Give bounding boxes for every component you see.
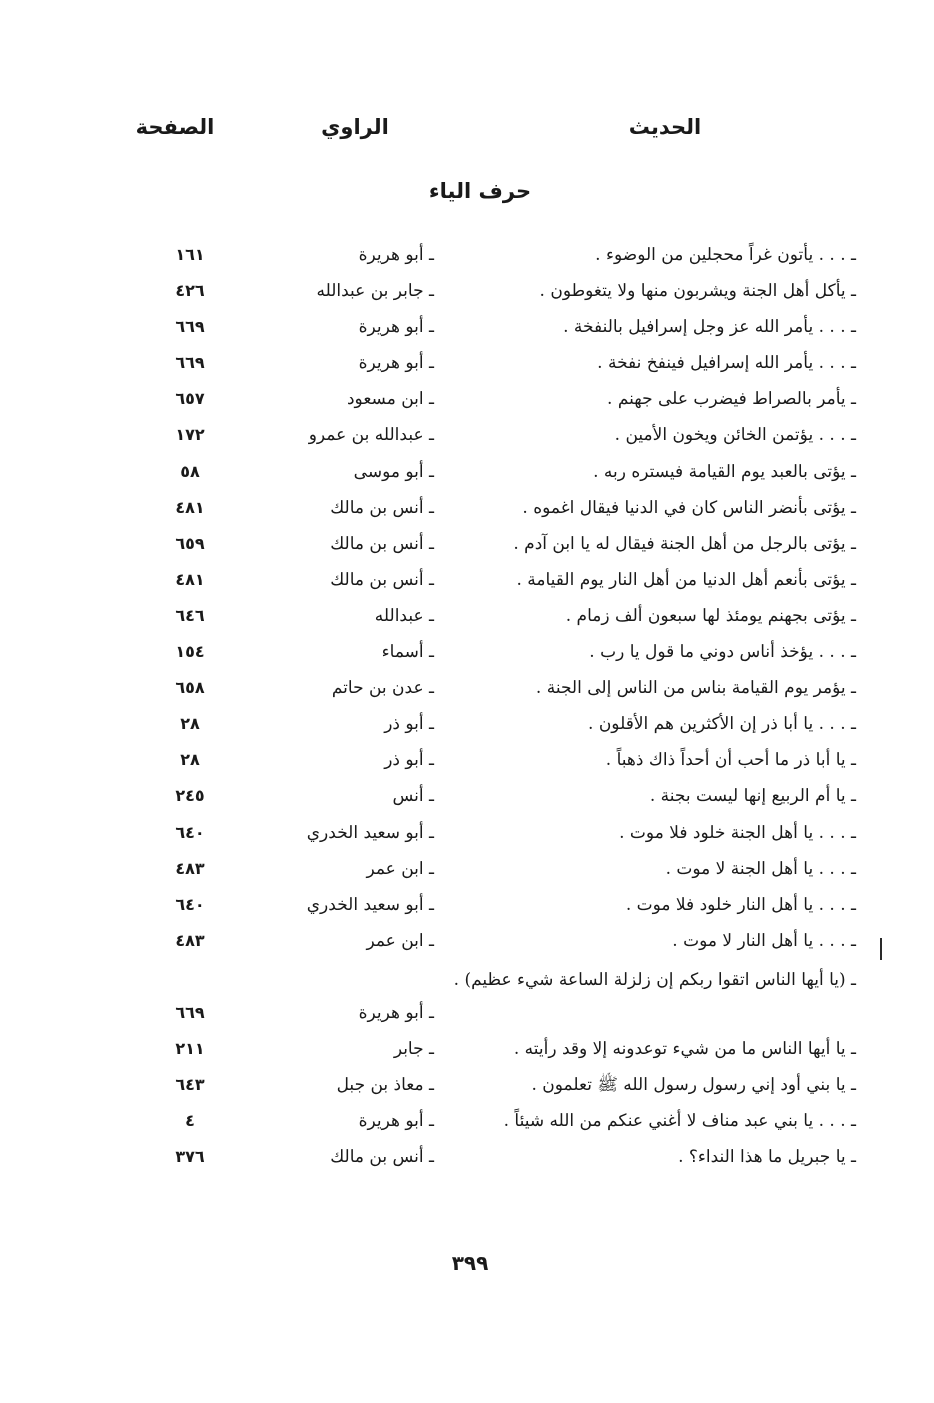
hadith-text: ـ يا بني أود إني رسول رسول الله ﷺ تعلمون .	[531, 1074, 856, 1095]
hadith-text: ـ . . . يأتون غراً محجلين من الوضوء .	[595, 245, 856, 265]
page-reference: ٤٨١	[175, 497, 205, 517]
table-row	[0, 348, 934, 384]
hadith-text: ـ يا أم الربيع إنها ليست بجنة .	[649, 786, 856, 807]
narrator-name: ـ أبو ذر	[384, 750, 434, 771]
page-reference: ٦٤٠	[175, 822, 205, 842]
hadith-text: ـ . . . يا أهل النار لا موت .	[672, 930, 856, 951]
page-reference: ٢٤٥	[175, 786, 205, 806]
page-number: ٣٩٩	[451, 1251, 489, 1275]
page-reference: ٤	[185, 1111, 195, 1131]
page-reference: ٦٦٩	[175, 1002, 205, 1022]
hadith-index-table	[0, 240, 934, 1178]
hadith-text: ـ . . . يا بني عبد مناف لا أغني عنكم من الله شيئاً .	[503, 1111, 856, 1132]
narrator-name: ـ أبو موسى	[353, 461, 434, 482]
table-row	[0, 384, 934, 420]
hadith-text: ـ . . . يأمر الله عز وجل إسرافيل بالنفخة .	[563, 317, 856, 338]
table-row	[0, 240, 934, 276]
table-row	[0, 637, 934, 673]
column-header-narrator: الراوي	[321, 115, 389, 139]
page-reference: ٥٨	[180, 461, 200, 481]
page-reference: ١٧٢	[175, 425, 205, 445]
page-reference: ١٥٤	[175, 642, 205, 662]
hadith-text: ـ . . . يأمر الله إسرافيل فينفخ نفخة .	[597, 353, 856, 374]
narrator-name: ـ عدن بن حاتم	[331, 678, 434, 699]
page-reference: ٢٨	[180, 714, 200, 734]
table-row	[0, 1034, 934, 1070]
column-header-hadith: الحديث	[628, 115, 702, 139]
narrator-name: ـ أبو هريرة	[358, 1111, 434, 1132]
table-row	[0, 962, 934, 1034]
table-row	[0, 926, 934, 962]
table-row	[0, 1106, 934, 1142]
hadith-text: ـ . . . يؤتمن الخائن ويخون الأمين .	[614, 425, 856, 446]
page-reference: ٢١١	[175, 1038, 205, 1058]
hadith-text: ـ . . . يا أهل الجنة خلود فلا موت .	[619, 822, 856, 843]
hadith-text: ـ (يا أيها الناس اتقوا ربكم إن زلزلة الساعة شيء عظيم) .	[453, 969, 856, 990]
narrator-name: ـ جابر	[393, 1038, 434, 1059]
table-row	[0, 709, 934, 745]
table-row	[0, 420, 934, 456]
page-reference: ٣٧٦	[175, 1147, 205, 1167]
page-reference: ٤٢٦	[175, 281, 205, 301]
narrator-name: ـ عبدالله بن عمرو	[308, 425, 434, 446]
hadith-text: ـ يؤمر يوم القيامة بناس من الناس إلى الجنة .	[535, 678, 856, 699]
page-reference: ٤٨٣	[175, 930, 205, 950]
table-row	[0, 601, 934, 637]
narrator-name: ـ ابن عمر	[366, 858, 434, 879]
hadith-text: ـ يا أيها الناس ما من شيء توعدونه إلا وقد رأيته .	[513, 1038, 856, 1059]
table-row	[0, 854, 934, 890]
table-row	[0, 312, 934, 348]
narrator-name: ـ أنس بن مالك	[330, 569, 434, 590]
hadith-text: ـ يؤتى بأنضر الناس كان في الدنيا فيقال اغموه .	[522, 497, 856, 518]
table-row	[0, 745, 934, 781]
narrator-name: ـ أبو سعيد الخدري	[306, 894, 434, 915]
hadith-text: ـ يؤتى بالعبد يوم القيامة فيستره ربه .	[593, 461, 856, 482]
table-row	[0, 890, 934, 926]
page-reference: ٦٦٩	[175, 317, 205, 337]
page-reference: ٦٥٩	[175, 533, 205, 553]
narrator-name: ـ جابر بن عبدالله	[316, 281, 434, 302]
table-row	[0, 457, 934, 493]
table-row	[0, 1070, 934, 1106]
page-reference: ٦٦٩	[175, 353, 205, 373]
page-reference: ٦٤٠	[175, 894, 205, 914]
table-row	[0, 529, 934, 565]
narrator-name: ـ أسماء	[381, 642, 434, 663]
table-row	[0, 818, 934, 854]
hadith-text: ـ يأكل أهل الجنة ويشربون منها ولا يتغوطون .	[539, 281, 856, 302]
narrator-name: ـ معاذ بن جبل	[336, 1074, 434, 1095]
hadith-text: ـ يا أبا ذر ما أحب أن أحداً ذاك ذهباً .	[605, 750, 856, 771]
page-reference: ٤٨٣	[175, 858, 205, 878]
page-reference: ٤٨١	[175, 569, 205, 589]
narrator-name: ـ أبو هريرة	[358, 353, 434, 374]
table-row	[0, 1142, 934, 1178]
hadith-text: ـ . . . يؤخذ أناس دوني ما قول يا رب .	[589, 642, 856, 663]
table-row	[0, 493, 934, 529]
page-reference: ٦٥٧	[175, 389, 205, 409]
hadith-text: ـ . . . يا أهل النار خلود فلا موت .	[625, 894, 856, 915]
section-title: حرف الياء	[428, 179, 532, 203]
margin-mark	[880, 938, 882, 960]
hadith-text: ـ يا جبريل ما هذا النداء؟ .	[678, 1147, 856, 1168]
page-reference: ٦٤٣	[175, 1074, 205, 1094]
hadith-text: ـ يأمر بالصراط فيضرب على جهنم .	[607, 389, 856, 410]
hadith-text: ـ يؤتى بجهنم يومئذ لها سبعون ألف زمام .	[565, 605, 856, 626]
narrator-name: ـ عبدالله	[374, 605, 434, 626]
table-row	[0, 276, 934, 312]
hadith-text: ـ . . . يا أهل الجنة لا موت .	[665, 858, 856, 879]
page-reference: ١٦١	[175, 245, 205, 264]
narrator-name: ـ أبو سعيد الخدري	[306, 822, 434, 843]
narrator-name: ـ أنس بن مالك	[330, 533, 434, 554]
narrator-name: ـ أبو ذر	[384, 714, 434, 735]
table-row	[0, 781, 934, 817]
hadith-text: ـ يؤتى بأنعم أهل الدنيا من أهل النار يوم القيامة .	[516, 569, 856, 590]
page-reference: ٢٨	[180, 750, 200, 770]
hadith-text: ـ . . . يا أبا ذر إن الأكثرين هم الأقلون .	[588, 714, 856, 735]
narrator-name: ـ أبو هريرة	[358, 317, 434, 338]
narrator-name: ـ ابن مسعود	[346, 389, 434, 410]
narrator-name: ـ أنس	[392, 786, 434, 807]
page-reference: ٦٥٨	[175, 678, 205, 698]
narrator-name: ـ أنس بن مالك	[330, 1147, 434, 1168]
narrator-name: ـ أنس بن مالك	[330, 497, 434, 518]
hadith-text: ـ يؤتى بالرجل من أهل الجنة فيقال له يا ابن آدم .	[513, 533, 856, 554]
narrator-name: ـ أبو هريرة	[358, 245, 434, 265]
narrator-name: ـ ابن عمر	[366, 930, 434, 951]
column-header-page: الصفحة	[135, 115, 215, 139]
page-reference: ٦٤٦	[175, 605, 205, 625]
table-row	[0, 565, 934, 601]
narrator-name: ـ أبو هريرة	[358, 1002, 434, 1023]
table-row	[0, 673, 934, 709]
